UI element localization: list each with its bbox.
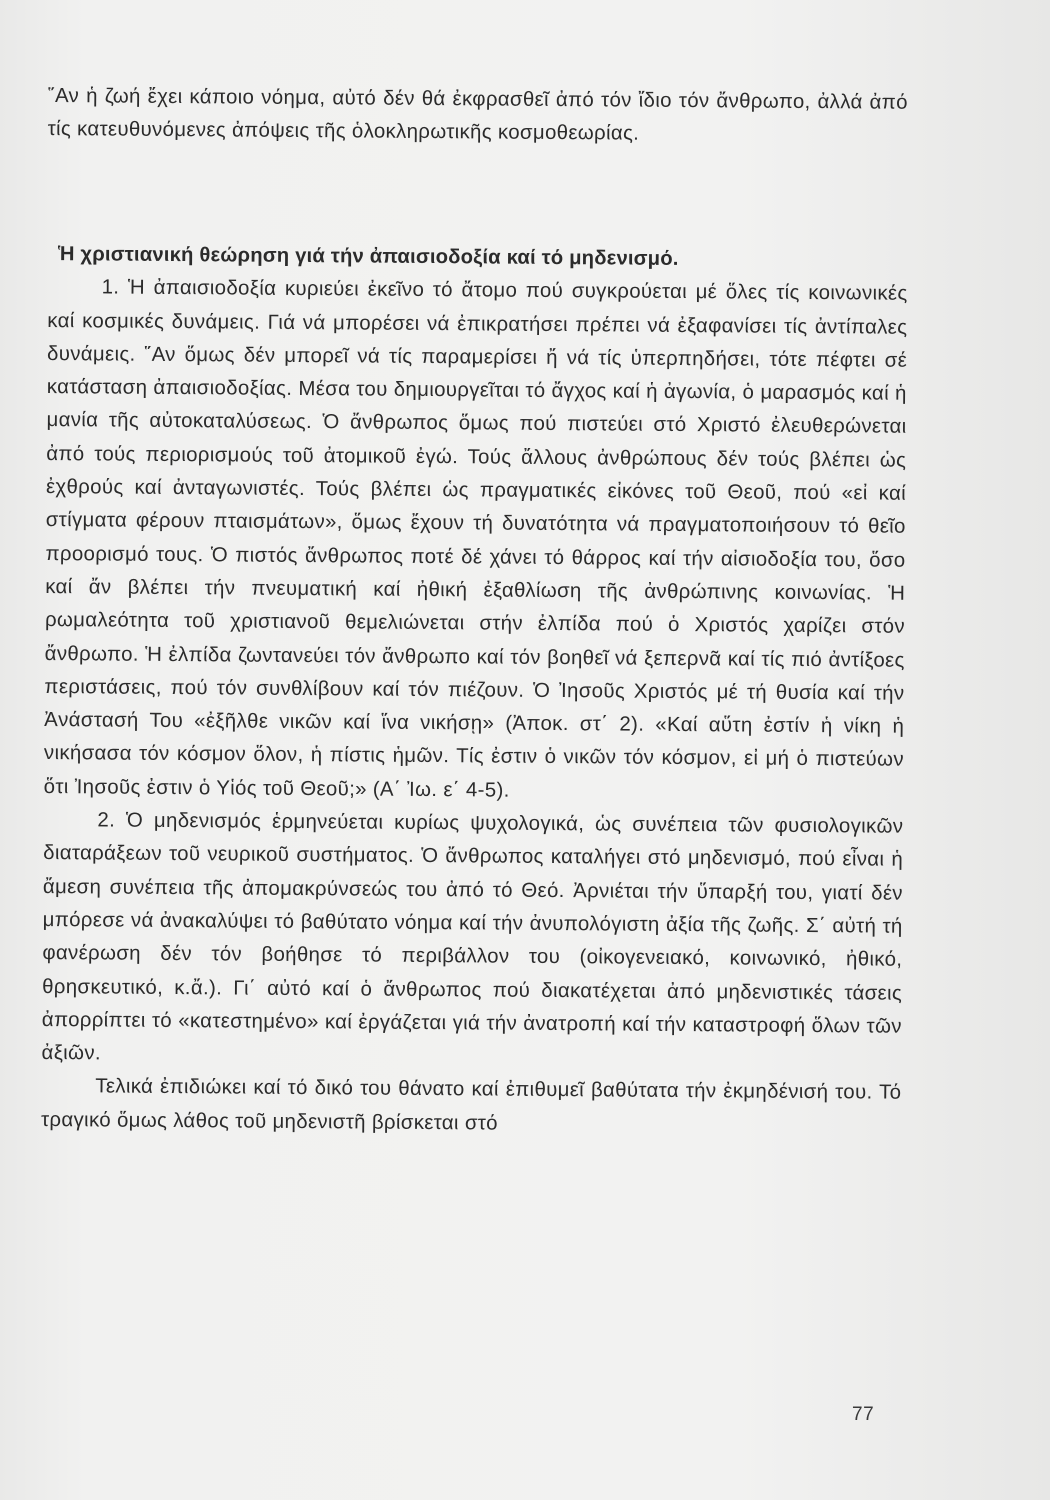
page-number: 77 <box>852 1404 875 1425</box>
intro-paragraph: ῞Αν ἡ ζωή ἔχει κάποιο νόημα, αὐτό δέν θά ἐκφρασθεῖ ἀπό τόν ἴδιο τόν ἄνθρωπο, ἀλλά ἀπό τίς κατευθυνόμενες ἀπόψεις τῆς ὁλοκληρωτικῆς κοσμοθεωρίας. <box>47 84 908 145</box>
paragraph-2: 2. Ὁ μηδενισμός ἑρμηνεύεται κυρίως ψυχολογικά, ὡς συνέπεια τῶν φυσιολογικῶν διαταράξεων τοῦ νευρικοῦ συστήματος. Ὁ ἄνθρωπος καταλήγει στό μηδενισμό, πού εἶναι ἡ ἄμεση συνέπεια τῆς ἀπομακρύνσεώς του ἀπό τό Θεό. Ἀρνιέται τήν ὕπαρξή του, γιατί δέν μπόρεσε νά ἀνακαλύψει τό βαθύτατο νόημα καί τήν ἀνυπολόγιστη ἀξία τῆς ζωῆς. Σ΄ αὐτή τή φανέρωση δέν τόν βοήθησε τό περιβάλλον του (οἰκογενειακό, κοινωνικό, ἠθικό, θρησκευτικό, κ.ἄ.). Γι΄ αὐτό καί ὁ ἄνθρωπος πού διακατέχεται ἀπό μηδενιστικές τάσεις ἀπορρίπτει τό «κατεστημένο» καί ἐργάζεται γιά τήν ἀνατροπή καί τήν καταστροφή ὅλων τῶν ἀξιῶν. <box>41 809 904 1065</box>
paragraph-1: 1. Ἡ ἀπαισιοδοξία κυριεύει ἐκεῖνο τό ἄτομο πού συγκρούεται μέ ὅλες τίς κοινωνικές καί κοσμικές δυνάμεις. Γιά νά μπορέσει νά ἐπικρατήσει πρέπει νά ἐξαφανίσει τίς ἀντίπαλες δυνάμεις. ῞Αν ὅμως δέν μπορεῖ νά τίς παραμερίσει ἤ νά τίς ὑπερπηδήσει, τότε πέφτει σέ κατάσταση ἀπαισιοδοξίας. Μέσα του δημιουργεῖται τό ἄγχος καί ἡ ἀγωνία, ὁ μαρασμός καί ἡ μανία τῆς αὐτοκαταλύσεως. Ὁ ἄνθρωπος ὅμως πού πιστεύει στό Χριστό ἐλευθερώνεται ἀπό τούς περιορισμούς τοῦ ἀτομικοῦ ἐγώ. Τούς ἄλλους ἀνθρώπους δέν τούς βλέπει ὡς ἐχθρούς καί ἀνταγωνιστές. Τούς βλέπει ὡς πραγματικές εἰκόνες τοῦ Θεοῦ, πού «εἰ καί στίγματα φέρουν πταισμάτων», ὅμως ἔχουν τή δυνατότητα νά πραγματοποιήσουν τό θεῖο προορισμό τους. Ὁ πιστός ἄνθρωπος ποτέ δέ χάνει τό θάρρος καί τήν αἰσιοδοξία του, ὅσο καί ἄν βλέπει τήν πνευματική καί ἠθική ἐξαθλίωση τῆς ἀνθρώπινης κοινωνίας. Ἡ ρωμαλεότητα τοῦ χριστιανοῦ θεμελιώνεται στήν ἐλπίδα πού ὁ Χριστός χαρίζει στόν ἄνθρωπο. Ἡ ἐλπίδα ζωντανεύει τόν ἄνθρωπο καί τόν βοηθεῖ νά ξεπερνᾶ καί τίς πιό ἀντίξοες περιστάσεις, πού τόν συνθλίβουν καί τόν πιέζουν. Ὁ Ἰησοῦς Χριστός μέ τή θυσία καί τήν Ἀνάστασή Του «ἐξῆλθε νικῶν καί ἵνα νικήσῃ» (Ἀποκ. στ΄ 2). «Καί αὕτη ἐστίν ἡ νίκη ἡ νικήσασα τόν κόσμον ὅλον, ἡ πίστις ἡμῶν. Τίς ἐστιν ὁ νικῶν τόν κόσμον, εἰ μή ὁ πιστεύων ὅτι Ἰησοῦς ἐστιν ὁ Υἱός τοῦ Θεοῦ;» (Α΄ Ἰω. ε΄ 4-5). <box>43 276 908 802</box>
intro-block <box>47 80 907 153</box>
paragraph-3: Τελικά ἐπιδιώκει καί τό δικό του θάνατο καί ἐπιθυμεῖ βαθύτατα τήν ἐκμηδένισή του. Τό τραγικό ὅμως λάθος τοῦ μηδενιστῆ βρίσκεται στό <box>40 1075 902 1135</box>
section-heading: Ἡ χριστιανική θεώρηση γιά τήν ἀπαισιοδοξία καί τό μηδενισμό. <box>57 243 679 270</box>
section-block <box>41 238 908 1144</box>
